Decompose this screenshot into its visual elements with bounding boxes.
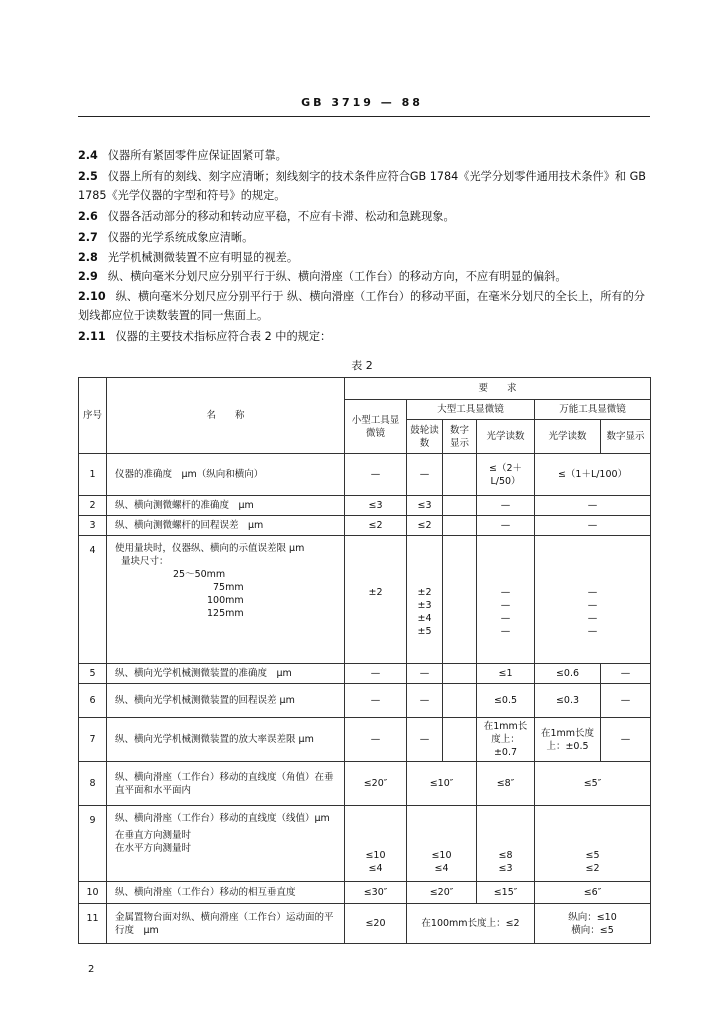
table-row [79, 536, 651, 664]
cell-value: ≤2 [345, 516, 407, 536]
cell-value: — [407, 664, 443, 684]
table-row [79, 454, 651, 496]
cell-value: — [407, 718, 443, 762]
paragraph-2-10: 2.10 纵、横向毫米分划尺应分别平行于 纵、横向滑座（工作台）的移动平面，在毫米分划尺的全长上，所有的分划线都应位于读数装置的同一焦面上。 [78, 290, 645, 322]
cell-value: ±2 ±3 ±4 ±5 [407, 536, 443, 664]
row-name: 纵、横向光学机械测微装置的放大率误差限 μm [107, 718, 345, 762]
cell-value: — [477, 496, 535, 516]
cell-value: ≤0.5 [477, 684, 535, 718]
row-seq: 2 [79, 496, 107, 516]
requirement-header: 要 求 [345, 378, 651, 400]
row-seq: 10 [79, 882, 107, 904]
paragraph-2-5: 2.5 仪器上所有的刻线、刻字应清晰；刻线刻字的技术条件应符合GB 1784《光学分划零件通用技术条件》和 GB 1785《光学仪器的字型和符号》的规定。 [78, 170, 646, 202]
paragraph-2-7: 2.7 仪器的光学系统成象应清晰。 [78, 231, 254, 244]
cell-value: ≤15″ [477, 882, 535, 904]
row-seq: 7 [79, 718, 107, 762]
table-row [79, 882, 651, 904]
cell-value: — [407, 454, 443, 496]
cell-value: — — — — [477, 536, 535, 664]
digital-display-header: 数字显示 [601, 420, 651, 454]
row-seq: 8 [79, 762, 107, 806]
seq-header: 序号 [79, 378, 107, 454]
cell-value: ±2 [345, 536, 407, 664]
table-head-row [79, 378, 651, 400]
row-seq: 6 [79, 684, 107, 718]
cell-value: ≤20″ [407, 882, 477, 904]
cell-value: ≤（1＋L/100） [535, 454, 651, 496]
row-name: 仪器的准确度 μm（纵向和横向） [107, 454, 345, 496]
header-rule [78, 116, 650, 117]
large-microscope-header: 大型工具显微镜 [407, 400, 535, 420]
cell-value: — [345, 454, 407, 496]
small-microscope-header: 小型工具显微镜 [345, 400, 407, 454]
table-row [79, 904, 651, 944]
universal-microscope-header: 万能工具显微镜 [535, 400, 651, 420]
table-row [79, 496, 651, 516]
paragraph-2-9: 2.9 纵、横向毫米分划尺应分别平行于纵、横向滑座（工作台）的移动方向，不应有明显的偏斜。 [78, 270, 567, 283]
paragraph-2-4: 2.4 仪器所有紧固零件应保证固紧可靠。 [78, 149, 287, 162]
row-name: 金属置物台面对纵、横向滑座（工作台）运动面的平行度 μm [107, 904, 345, 944]
paragraph-2-6: 2.6 仪器各活动部分的移动和转动应平稳，不应有卡滞、松动和急跳现象。 [78, 210, 455, 223]
cell-value: 在1mm长度上：±0.7 [477, 718, 535, 762]
cell-value: — [601, 684, 651, 718]
row-seq: 9 [79, 806, 107, 882]
cell-value: ≤20 [345, 904, 407, 944]
row-name: 使用量块时，仪器纵、横向的示值误差限 μm 量块尺寸： 25～50mm 75mm 100mm 125mm [107, 536, 345, 664]
cell-value: ≤2 [407, 516, 443, 536]
cell-value: ≤10″ [407, 762, 477, 806]
cell-value: ≤8 ≤3 [477, 806, 535, 882]
cell-value: ≤20″ [345, 762, 407, 806]
page-number: 2 [88, 964, 95, 975]
table-row [79, 664, 651, 684]
cell-value: — [477, 516, 535, 536]
table-row [79, 516, 651, 536]
row-name: 纵、横向滑座（工作台）移动的相互垂直度 [107, 882, 345, 904]
cell-value: ≤5″ [535, 762, 651, 806]
cell-value: ≤0.3 [535, 684, 601, 718]
table-row [79, 806, 651, 882]
cell-value: ≤0.6 [535, 664, 601, 684]
cell-value: — — — — [535, 536, 651, 664]
cell-value: ≤6″ [535, 882, 651, 904]
row-seq: 3 [79, 516, 107, 536]
cell-value: ≤10 ≤4 [407, 806, 477, 882]
row-name: 纵、横向光学机械测微装置的准确度 μm [107, 664, 345, 684]
row-name: 纵、横向光学机械测微装置的回程误差 μm [107, 684, 345, 718]
optical-reading-header: 光学读数 [535, 420, 601, 454]
cell-value: ≤10 ≤4 [345, 806, 407, 882]
table-row [79, 718, 651, 762]
cell-value: — [601, 718, 651, 762]
cell-value: ≤8″ [477, 762, 535, 806]
cell-value: 纵向：≤10 横向：≤5 [535, 904, 651, 944]
row-name: 纵、横向滑座（工作台）移动的直线度（线值）μm 在垂直方向测量时 在水平方向测量时 [107, 806, 345, 882]
cell-value: ≤3 [407, 496, 443, 516]
row-name: 纵、横向滑座（工作台）移动的直线度（角值）在垂直平面和水平面内 [107, 762, 345, 806]
name-header: 名 称 [107, 378, 345, 454]
cell-value: — [345, 664, 407, 684]
spec-table [78, 377, 651, 944]
cell-value: ≤3 [345, 496, 407, 516]
cell-value: ≤（2＋L/50） [477, 454, 535, 496]
table-row [79, 684, 651, 718]
cell-value: ≤1 [477, 664, 535, 684]
table-row [79, 762, 651, 806]
cell-value: 在100mm长度上：≤2 [407, 904, 535, 944]
cell-value: — [407, 684, 443, 718]
cell-value: 在1mm长度上：±0.5 [535, 718, 601, 762]
table-caption: 表 2 [351, 359, 373, 372]
cell-value: — [345, 684, 407, 718]
row-seq: 1 [79, 454, 107, 496]
document-header: GB 3719 — 88 [301, 96, 423, 109]
row-seq: 5 [79, 664, 107, 684]
row-seq: 4 [79, 536, 107, 664]
digital-display-header: 数字显示 [443, 420, 477, 454]
row-name: 纵、横向测微螺杆的准确度 μm [107, 496, 345, 516]
drum-reading-header: 鼓轮读数 [407, 420, 443, 454]
paragraph-2-8: 2.8 光学机械测微装置不应有明显的视差。 [78, 251, 299, 264]
cell-value: — [535, 496, 651, 516]
row-seq: 11 [79, 904, 107, 944]
cell-value: ≤5 ≤2 [535, 806, 651, 882]
cell-value: ≤30″ [345, 882, 407, 904]
row-name: 纵、横向测微螺杆的回程误差 μm [107, 516, 345, 536]
optical-reading-header: 光学读数 [477, 420, 535, 454]
cell-value: — [345, 718, 407, 762]
cell-value: — [535, 516, 651, 536]
paragraph-2-11: 2.11 仪器的主要技术指标应符合表 2 中的规定： [78, 330, 332, 343]
cell-value: — [601, 664, 651, 684]
